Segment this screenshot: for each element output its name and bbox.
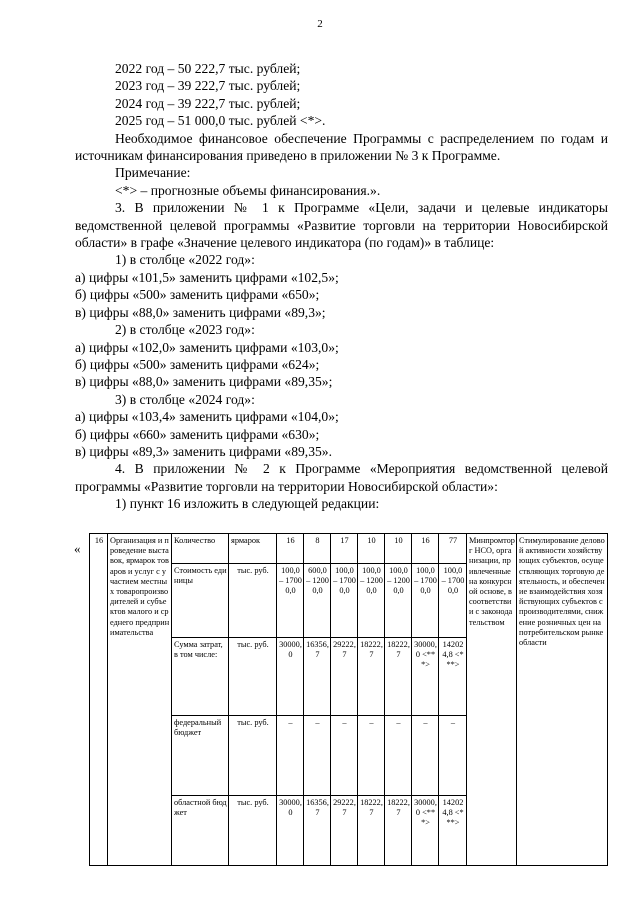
page-number: 2 [317, 18, 323, 30]
value-cell: – [412, 716, 439, 796]
paragraph: в) цифры «88,0» заменить цифрами «89,3»; [75, 304, 326, 320]
paragraph: в) цифры «89,3» заменить цифрами «89,35». [75, 443, 332, 459]
value-cell: – [358, 716, 385, 796]
paragraph: Необходимое финансовое обеспечение Программы с распределением по годам и источникам финансирования приведено в приложении № 3 к Программе. [75, 130, 608, 164]
paragraph: в) цифры «88,0» заменить цифрами «89,35»; [75, 374, 333, 390]
value-cell: 16356,7 [304, 796, 331, 866]
indicator-label: Количество [172, 534, 229, 564]
value-cell: 100,0 – 12000,0 [358, 564, 385, 638]
value-cell: 142024,8 <***> [439, 796, 467, 866]
value-cell: 16 [277, 534, 304, 564]
value-cell: 10 [358, 534, 385, 564]
value-cell: 30000,0 [277, 796, 304, 866]
value-cell: 16 [412, 534, 439, 564]
paragraph: б) цифры «500» заменить цифрами «650»; [75, 287, 320, 303]
value-cell: 30000,0 [277, 638, 304, 716]
value-cell: – [304, 716, 331, 796]
paragraph: а) цифры «102,0» заменить цифрами «103,0»; [75, 339, 339, 355]
executor-cell: Минпромторг НСО, организации, привлеченные на конкурсной основе, в соответствии с законодательством [467, 534, 517, 866]
value-cell: 29222,7 [331, 796, 358, 866]
value-cell: 29222,7 [331, 638, 358, 716]
value-cell: 100,0 – 12000,0 [385, 564, 412, 638]
paragraph: б) цифры «660» заменить цифрами «630»; [75, 426, 320, 442]
paragraph: а) цифры «103,4» заменить цифрами «104,0»; [75, 409, 339, 425]
paragraph: 3) в столбце «2024 год»: [115, 391, 255, 407]
paragraph: 2) в столбце «2023 год»: [115, 322, 255, 338]
result-cell: Стимулирование деловой активности хозяйствующих субъектов, осуществляющих торговую деятельность, и обеспечение взаимодействия хозяйствующих субъектов с производителями, снижение розничных цен на потребительском рынке области [517, 534, 608, 866]
indicator-label: Стоимость единицы [172, 564, 229, 638]
paragraph: 2025 год – 51 000,0 тыс. рублей <*>. [115, 113, 326, 129]
paragraph: 2024 год – 39 222,7 тыс. рублей; [115, 95, 301, 111]
value-cell: 18222,7 [358, 796, 385, 866]
value-cell: 100,0 – 17000,0 [439, 564, 467, 638]
paragraph: 2022 год – 50 222,7 тыс. рублей; [115, 61, 301, 76]
events-table [89, 533, 608, 866]
paragraph: 3. В приложении № 1 к Программе «Цели, задачи и целевые индикаторы ведомственной целевой программы «Развитие торговли на территории Новосибирской области» в графе «Значение целевого индикатора (по годам)» в таблице: [75, 200, 608, 251]
indicator-unit: тыс. руб. [229, 564, 277, 638]
value-cell: 30000,0 <***> [412, 638, 439, 716]
document-body [75, 60, 608, 513]
paragraph: 1) в столбце «2022 год»: [115, 252, 255, 268]
indicator-label: областной бюджет [172, 796, 229, 866]
value-cell: 100,0 – 17000,0 [277, 564, 304, 638]
value-cell: 10 [385, 534, 412, 564]
indicator-unit: тыс. руб. [229, 638, 277, 716]
paragraph: <*> – прогнозные объемы финансирования.». [115, 182, 381, 198]
value-cell: – [331, 716, 358, 796]
value-cell: 100,0 – 17000,0 [412, 564, 439, 638]
value-cell: – [385, 716, 412, 796]
event-name-cell: Организация и проведение выставок, ярмарок товаров и услуг с участием местных товаропроизводителей и субъектов малого и среднего предпринимательства [108, 534, 172, 866]
value-cell: 600,0 – 12000,0 [304, 564, 331, 638]
value-cell: – [439, 716, 467, 796]
indicator-unit: ярмарок [229, 534, 277, 564]
value-cell: 18222,7 [385, 796, 412, 866]
value-cell: – [277, 716, 304, 796]
value-cell: 100,0 – 17000,0 [331, 564, 358, 638]
value-cell: 16356,7 [304, 638, 331, 716]
value-cell: 17 [331, 534, 358, 564]
paragraph: Примечание: [115, 165, 191, 181]
paragraph: а) цифры «101,5» заменить цифрами «102,5»; [75, 269, 339, 285]
value-cell: 30000,0 <***> [412, 796, 439, 866]
paragraph: 2023 год – 39 222,7 тыс. рублей; [115, 78, 301, 94]
paragraph: 4. В приложении № 2 к Программе «Мероприятия ведомственной целевой программы «Развитие торговли на территории Новосибирской области»: [75, 461, 608, 494]
value-cell: 142024,8 <***> [439, 638, 467, 716]
opening-quote-mark: « [74, 541, 81, 556]
value-cell: 18222,7 [358, 638, 385, 716]
value-cell: 18222,7 [385, 638, 412, 716]
indicator-label: Сумма затрат, в том числе: [172, 638, 229, 716]
value-cell: 8 [304, 534, 331, 564]
indicator-unit: тыс. руб. [229, 716, 277, 796]
paragraph: б) цифры «500» заменить цифрами «624»; [75, 356, 320, 372]
row-number-cell: 16 [90, 534, 108, 866]
indicator-unit: тыс. руб. [229, 796, 277, 866]
indicator-label: федеральный бюджет [172, 716, 229, 796]
paragraph: 1) пункт 16 изложить в следующей редакции: [115, 496, 380, 512]
value-cell: 77 [439, 534, 467, 564]
